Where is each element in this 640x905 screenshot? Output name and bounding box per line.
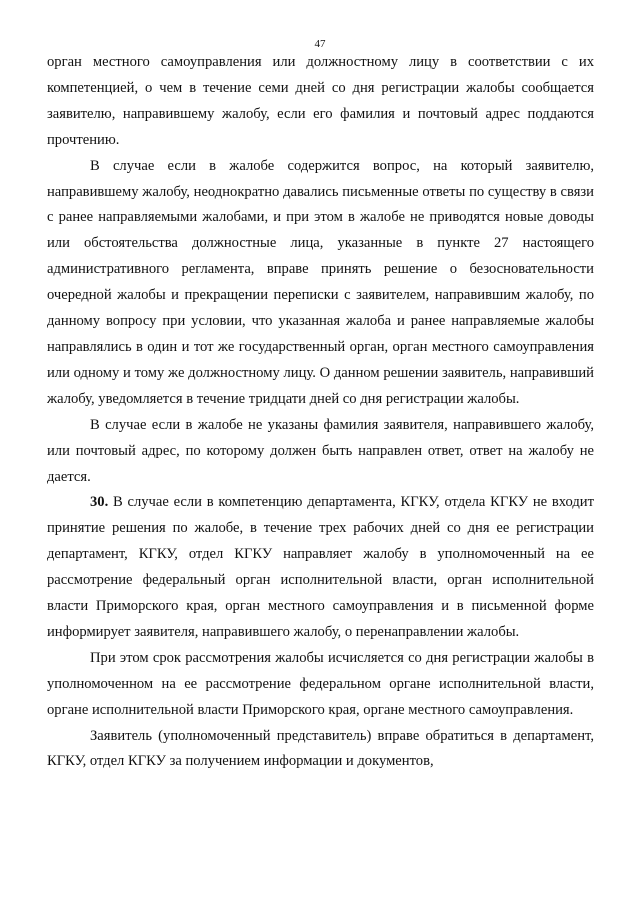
- paragraph-applicant-rights: Заявитель (уполномоченный представитель) вправе обратиться в департамент, КГКУ, отдел КГКУ за получением информации и документов,: [47, 727, 594, 770]
- page-number: 47: [314, 38, 326, 50]
- paragraph-continuation: орган местного самоуправления или должностному лицу в соответствии с их компетенцией, о чем в течение семи дней со дня регистрации жалобы сообщается заявителю, направившему жалобу, если его фамилия и почтовый адрес поддаются прочтению.: [47, 54, 594, 148]
- section-number: 30.: [90, 494, 109, 511]
- paragraph-section-30: [47, 490, 594, 645]
- paragraph-anonymous-complaint: В случае если в жалобе не указаны фамилия заявителя, направившего жалобу, или почтовый адрес, по которому должен быть направлен ответ, ответ на жалобу не дается.: [47, 416, 594, 485]
- section-30-text: В случае если в компетенцию департамента, КГКУ, отдела КГКУ не входит принятие решения по жалобе, в течение трех рабочих дней со дня ее регистрации департамент, КГКУ, отдел КГКУ направляет жалобу в уполномоченный на ее рассмотрение федеральный орган исполнительной власти, орган исполнительной власти Приморского края, орган местного самоуправления и в письменной форме информирует заявителя, направившего жалобу, о перенаправлении жалобы.: [47, 494, 594, 640]
- paragraph-repeated-complaint: В случае если в жалобе содержится вопрос, на который заявителю, направившему жалобу, неоднократно давались письменные ответы по существу в связи с ранее направляемыми жалобами, и при этом в жалобе не приводятся новые доводы или обстоятельства должностные лица, указанные в пункте 27 настоящего административного регламента, вправе принять решение о безосновательности очередной жалобы и прекращении переписки с заявителем, направившим жалобу, по данному вопросу при условии, что указанная жалоба и ранее направляемые жалобы направлялись в один и тот же государственный орган, орган местного самоуправления или одному и тому же должностному лицу. О данном решении заявитель, направивший жалобу, уведомляется в течение тридцати дней со дня регистрации жалобы.: [47, 157, 594, 407]
- paragraph-review-period: При этом срок рассмотрения жалобы исчисляется со дня регистрации жалобы в уполномоченном на ее рассмотрение федеральном органе исполнительной власти, органе исполнительной власти Приморского края, органе местного самоуправления.: [47, 649, 594, 718]
- document-body: [47, 50, 594, 775]
